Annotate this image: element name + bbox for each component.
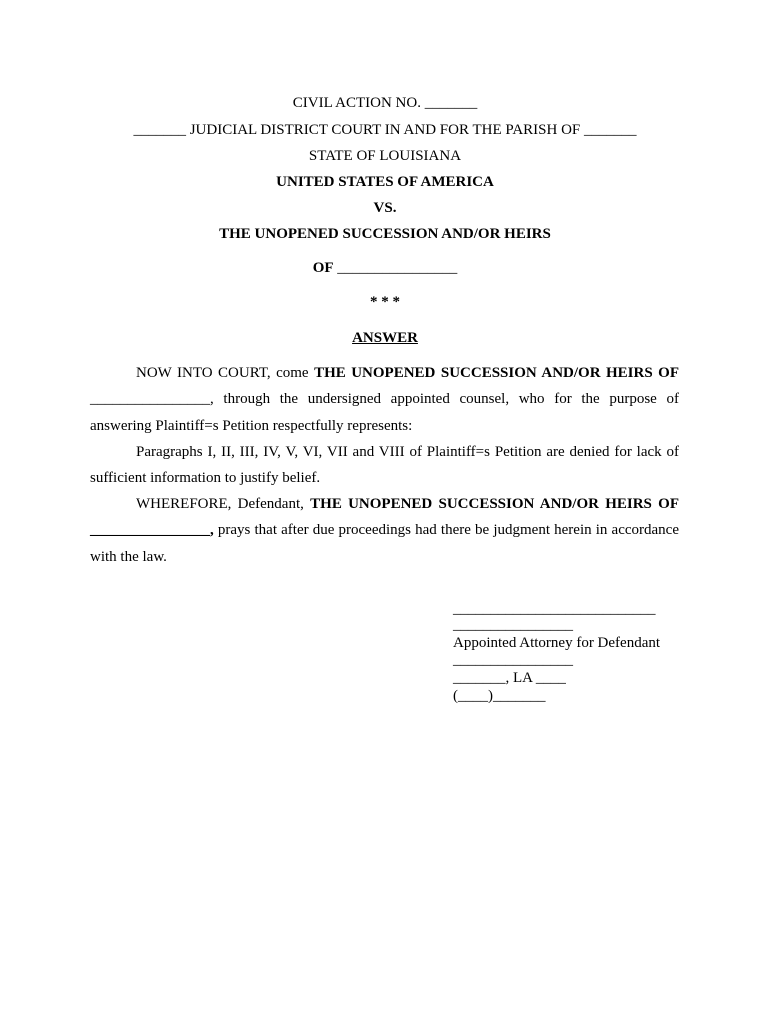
- versus-label: VS.: [373, 200, 397, 216]
- paragraph-introduction: [90, 360, 679, 439]
- attorney-city-state: _______, LA ____: [453, 670, 566, 686]
- section-separator: * * *: [370, 294, 400, 310]
- attorney-role: Appointed Attorney for Defendant: [453, 635, 661, 651]
- paragraph-denial-text: Paragraphs I, II, III, IV, V, VI, VII and VIII of Plaintiff=s Petition are denied for lack of sufficient information to justify belief.: [90, 444, 679, 487]
- defendant-name: THE UNOPENED SUCCESSION AND/OR HEIRS: [219, 226, 551, 242]
- plaintiff-name: UNITED STATES OF AMERICA: [276, 174, 494, 190]
- attorney-name-blank: ________________: [453, 617, 573, 633]
- state-line: STATE OF LOUISIANA: [308, 148, 462, 164]
- paragraph-denial: [90, 439, 679, 492]
- paragraph-intro-rest: ________________, through the undersigned appointed counsel, who for the purpose of answering Plaintiff=s Petition respectfully represents:: [90, 391, 679, 434]
- defendant-of-blank: ________________: [333, 260, 458, 276]
- signature-line: ___________________________: [453, 601, 656, 617]
- paragraph-prayer-lead: WHEREFORE, Defendant,: [136, 496, 311, 512]
- civil-action-number: CIVIL ACTION NO. _______: [292, 95, 478, 111]
- defendant-of-label: OF: [312, 260, 334, 276]
- paragraph-prayer-party: THE UNOPENED SUCCESSION AND/OR HEIRS OF ________________,: [90, 496, 679, 539]
- defendant-of-line: [0, 259, 770, 277]
- court-line: _______ JUDICIAL DISTRICT COURT IN AND FOR THE PARISH OF _______: [133, 122, 637, 138]
- document-title: ANSWER: [352, 330, 418, 346]
- paragraph-prayer: [90, 491, 679, 570]
- paragraph-intro-party: THE UNOPENED SUCCESSION AND/OR HEIRS OF: [314, 365, 679, 381]
- attorney-phone: (____)_______: [453, 688, 546, 704]
- paragraph-prayer-rest: prays that after due proceedings had there be judgment herein in accordance with the law.: [90, 522, 679, 565]
- attorney-address-blank: ________________: [453, 652, 573, 668]
- paragraph-intro-lead: NOW INTO COURT, come: [136, 365, 315, 381]
